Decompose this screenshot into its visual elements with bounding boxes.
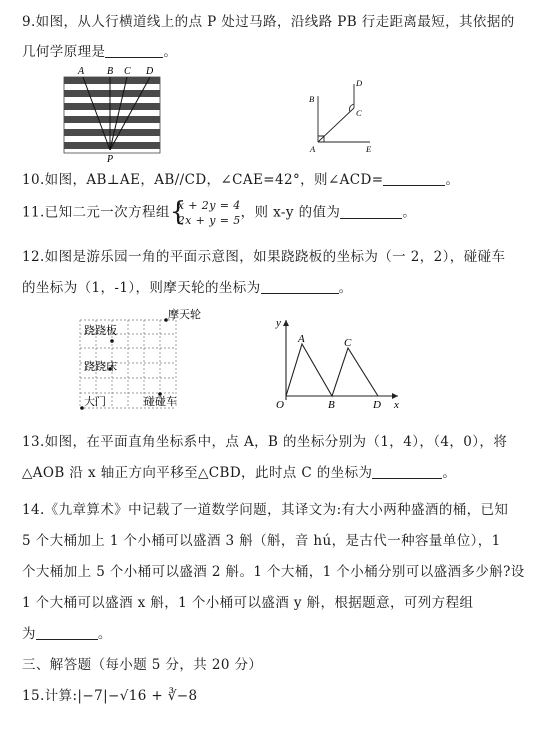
q13-answer-blank (372, 466, 442, 479)
q11-equation-system: { x + 2y = 4 2x + y = 5 (169, 197, 241, 227)
fig2-label-c: C (356, 108, 362, 118)
q14-line2: 5 个大桶加上 1 个小桶可以盛酒 3 斛（斛，音 hú，是古代一种容量单位），1 (22, 533, 501, 549)
q13-line2 (22, 461, 456, 481)
fig2-label-a: A (310, 144, 316, 154)
map-label-bumper: 碰碰车 (144, 396, 177, 408)
q14-line1: 14.《九章算术》中记载了一道数学问题，其译文为:有大小两种盛酒的桶，已知 (22, 502, 509, 518)
q11-suffix: ，则 x-y 的值为 (240, 204, 341, 221)
coordinate-graph (272, 314, 406, 410)
graph-label-a: A (298, 333, 305, 345)
q10-end: 。 (445, 172, 460, 188)
fig1-label-b: B (107, 66, 114, 77)
fig2-label-d: D (356, 78, 363, 88)
graph-label-c: C (344, 337, 352, 349)
map-label-seesaw: 跷跷板 (84, 325, 117, 337)
q11-line (22, 198, 416, 228)
q9-answer-blank (105, 45, 163, 58)
graph-label-o: O (276, 399, 284, 410)
q14-line3: 个大桶加上 5 个小桶可以盛酒 2 斛。1 个大桶，1 个小桶分别可以盛酒多少斛?设 (22, 564, 525, 580)
q9-line2 (22, 40, 177, 60)
angle-figure (300, 76, 382, 158)
fig1-label-p: P (107, 154, 114, 164)
q12-line2 (22, 276, 353, 296)
q11-answer-blank (340, 206, 402, 219)
q15-expression: |−7|−√16 + ∛−8 (77, 688, 198, 704)
q11-prefix: 11.已知二元一次方程组 (22, 204, 170, 221)
q13-line1: 13.如图，在平面直角坐标系中，点 A，B 的坐标分别为（1，4），（4，0），将 (22, 434, 508, 450)
q14-line4: 1 个大桶可以盛酒 x 斛，1 个小桶可以盛酒 y 斛，根据题意，可列方程组 (22, 595, 474, 611)
q12-answer-blank (261, 281, 339, 294)
park-map (72, 306, 218, 414)
q14-end: 。 (97, 626, 112, 642)
q11-end: 。 (402, 204, 417, 221)
q15-line (22, 684, 198, 704)
q11-eq2: 2x + y = 5 (177, 214, 241, 227)
map-label-gate: 大门 (84, 396, 106, 408)
q9-end: 。 (163, 44, 178, 60)
q10-line (22, 168, 459, 188)
q12-end: 。 (338, 280, 353, 296)
fig1-label-d: D (146, 66, 154, 77)
q12-stem: 的坐标为（1，-1），则摩天轮的坐标为 (22, 280, 261, 296)
q10-stem: 10.如图，AB⊥AE，AB//CD，∠CAE=42°，则∠ACD= (22, 172, 384, 188)
q14-answer-blank (36, 627, 98, 640)
graph-label-x: x (394, 399, 399, 410)
fig1-label-c: C (124, 66, 131, 77)
q12-line1: 12.如图是游乐园一角的平面示意图，如果跷跷板的坐标为（一 2，2），碰碰车 (22, 249, 506, 265)
graph-label-d: D (373, 399, 381, 410)
fig2-label-e: E (366, 144, 372, 154)
map-label-trampoline: 跷跷床 (84, 361, 117, 373)
section-three-title: 三、解答题（每小题 5 分，共 20 分） (22, 657, 263, 673)
q14-stem: 为 (22, 626, 36, 642)
graph-label-y: y (276, 317, 281, 329)
q11-eq1: x + 2y = 4 (177, 199, 241, 212)
graph-label-b: B (328, 399, 335, 410)
fig2-label-b: B (309, 94, 315, 104)
q13-stem: △AOB 沿 x 轴正方向平移至△CBD，此时点 C 的坐标为 (22, 465, 373, 481)
crosswalk-figure (62, 64, 162, 164)
q9-stem: 几何学原理是 (22, 44, 106, 60)
q10-answer-blank (383, 173, 445, 186)
map-label-ferris: 摩天轮 (168, 309, 201, 321)
q13-end: 。 (442, 465, 457, 481)
q14-line5 (22, 622, 112, 642)
q15-prefix: 15.计算: (22, 688, 78, 704)
q9-line1: 9.如图，从人行横道线上的点 P 处过马路，沿线路 PB 行走距离最短，其依据的 (22, 14, 515, 30)
fig1-label-a: A (78, 66, 85, 77)
